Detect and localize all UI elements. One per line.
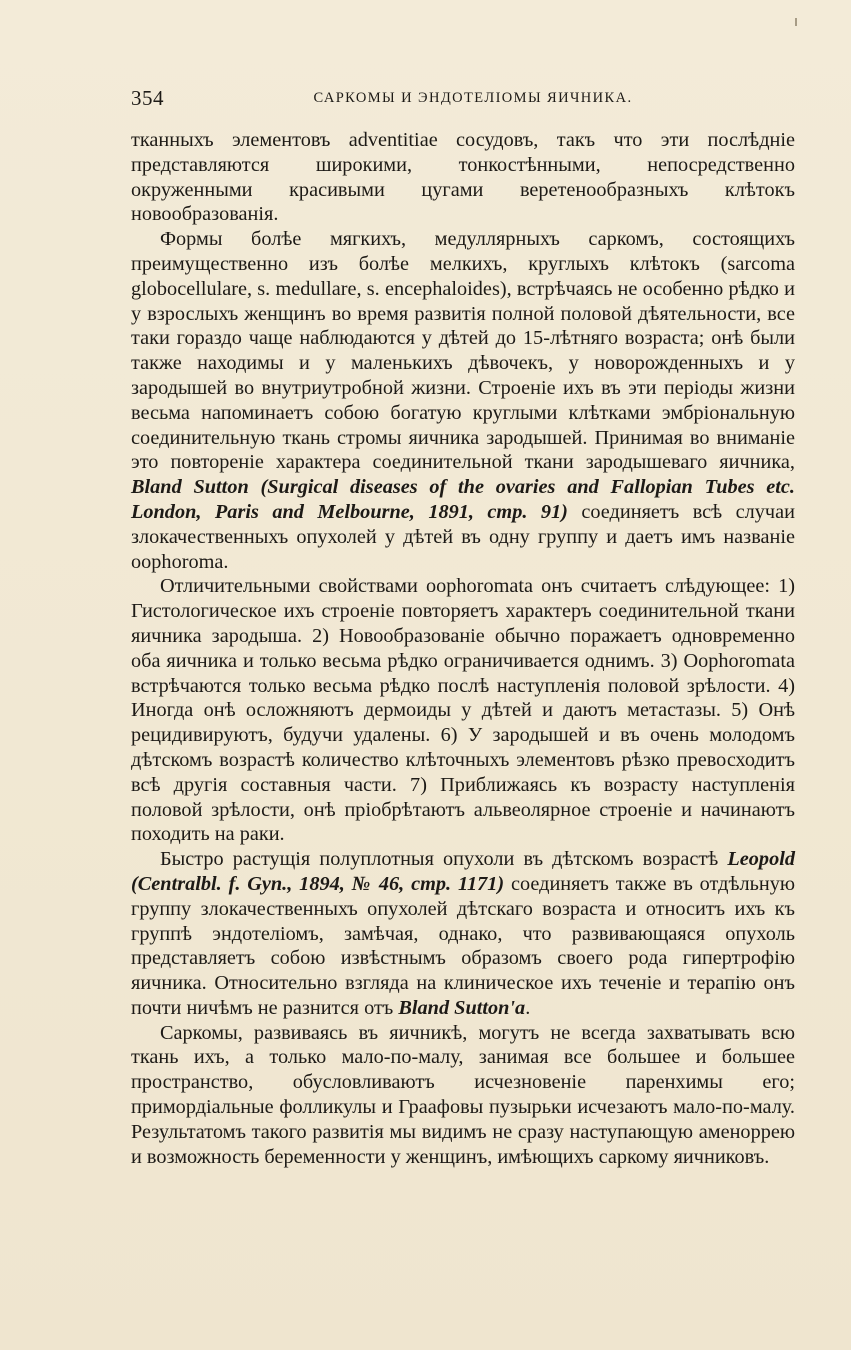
text-run: Формы болѣе мягкихъ, медуллярныхъ саркомъ, состоящихъ преимущественно изъ болѣе мелкихъ, круглыхъ клѣтокъ (sarcoma globocellulare, s. medullare, s. encephaloides), встрѣчаясь не особенно рѣдко и у взрослыхъ женщинъ во время развитія полной половой дѣятельности, все таки гораздо чаще наблюдаются у дѣтей до 15-лѣтняго возраста; онѣ были также находимы и у маленькихъ дѣвочекъ, у новорожденныхъ и у зародышей во внутриутробной жизни. Строеніе ихъ въ эти періоды жизни весьма напоминаетъ собою богатую круглыми клѣтками эмбріональную соединительную ткань стромы яичника зародышей. Принимая во вниманіе это повтореніе характера соединительной ткани зародышеваго яичника,	[131, 228, 795, 474]
text-run: Отличительными свойствами oophoromata онъ считаетъ слѣдующее: 1) Гистологическое ихъ строеніе повторяетъ характеръ соединительной ткани яичника зародыша. 2) Новообразованіе обычно поражаетъ одновременно оба яичника и только весьма рѣдко ограничивается однимъ. 3) Oophoromata встрѣчаются только весьма рѣдко послѣ наступленія половой зрѣлости. 4) Иногда онѣ осложняютъ дермоиды у дѣтей и даютъ метастазы. 5) Онѣ рецидивируютъ, будучи удалены. 6) У зародышей и въ очень молодомъ дѣтскомъ возрастѣ количество клѣточныхъ элементовъ рѣзко превосходитъ всѣ другія составныя части. 7) Приближаясь къ возрасту наступленія половой зрѣлости, онѣ пріобрѣтаютъ альвеолярное строеніе и начинаютъ походить на раки.	[131, 575, 795, 846]
text-run: Саркомы, развиваясь въ яичникѣ, могутъ не всегда захватывать всю ткань ихъ, а только мало-по-малу, занимая все большее и большее пространство, обусловливаютъ исчезновеніе паренхимы его; примордіальные фолликулы и Граафовы пузырьки исчезаютъ мало-по-малу. Результатомъ такого развитія мы видимъ не сразу наступающую аменоррею и возможность беременности у женщинъ, имѣющихъ саркому яичниковъ.	[131, 1021, 795, 1168]
paragraph	[131, 574, 795, 847]
paragraph-continuation	[131, 128, 795, 227]
citation: Leopold (Centralbl. f. Gyn., 1894, № 46, стр. 1171)	[131, 848, 795, 895]
page-number: 354	[131, 86, 164, 110]
citation: Bland Sutton'a	[398, 996, 526, 1019]
body-text	[131, 128, 795, 1169]
text-run: .	[525, 996, 531, 1019]
running-title: САРКОМЫ И ЭНДОТЕЛІОМЫ ЯИЧНИКА.	[313, 90, 633, 106]
text-run: тканныхъ элементовъ adventitiae сосудовъ, такъ что эти послѣдніе представляются широкими, тонкостѣнными, непосредственно окруженными красивыми цугами веретенообразныхъ клѣтокъ новообразованія.	[131, 129, 795, 226]
text-run: Быстро растущія полуплотныя опухоли въ дѣтскомъ возрастѣ	[160, 848, 728, 871]
paragraph	[131, 1021, 795, 1170]
citation: Bland Sutton (Surgical diseases of the ovaries and Fallopian Tubes etc. London, Paris and Melbourne, 1891, стр. 91)	[131, 476, 795, 523]
paragraph	[131, 847, 795, 1021]
page-blemish	[795, 18, 797, 26]
text-run: соединяетъ всѣ случаи злокачественныхъ опухолей у дѣтей въ одну группу и даетъ имъ названіе oophoroma.	[131, 500, 795, 573]
paragraph	[131, 227, 795, 574]
page-header	[131, 86, 795, 112]
text-run: соединяетъ также въ отдѣльную группу злокачественныхъ опухолей дѣтскаго возраста и относитъ ихъ къ группѣ эндотеліомъ, замѣчая, однако, что развивающаяся опухоль представляетъ собою извѣстнымъ образомъ своего рода гипертрофію яичника. Относительно взгляда на клиническое ихъ теченіе и терапію онъ почти ничѣмъ не разнится отъ	[131, 872, 795, 1019]
